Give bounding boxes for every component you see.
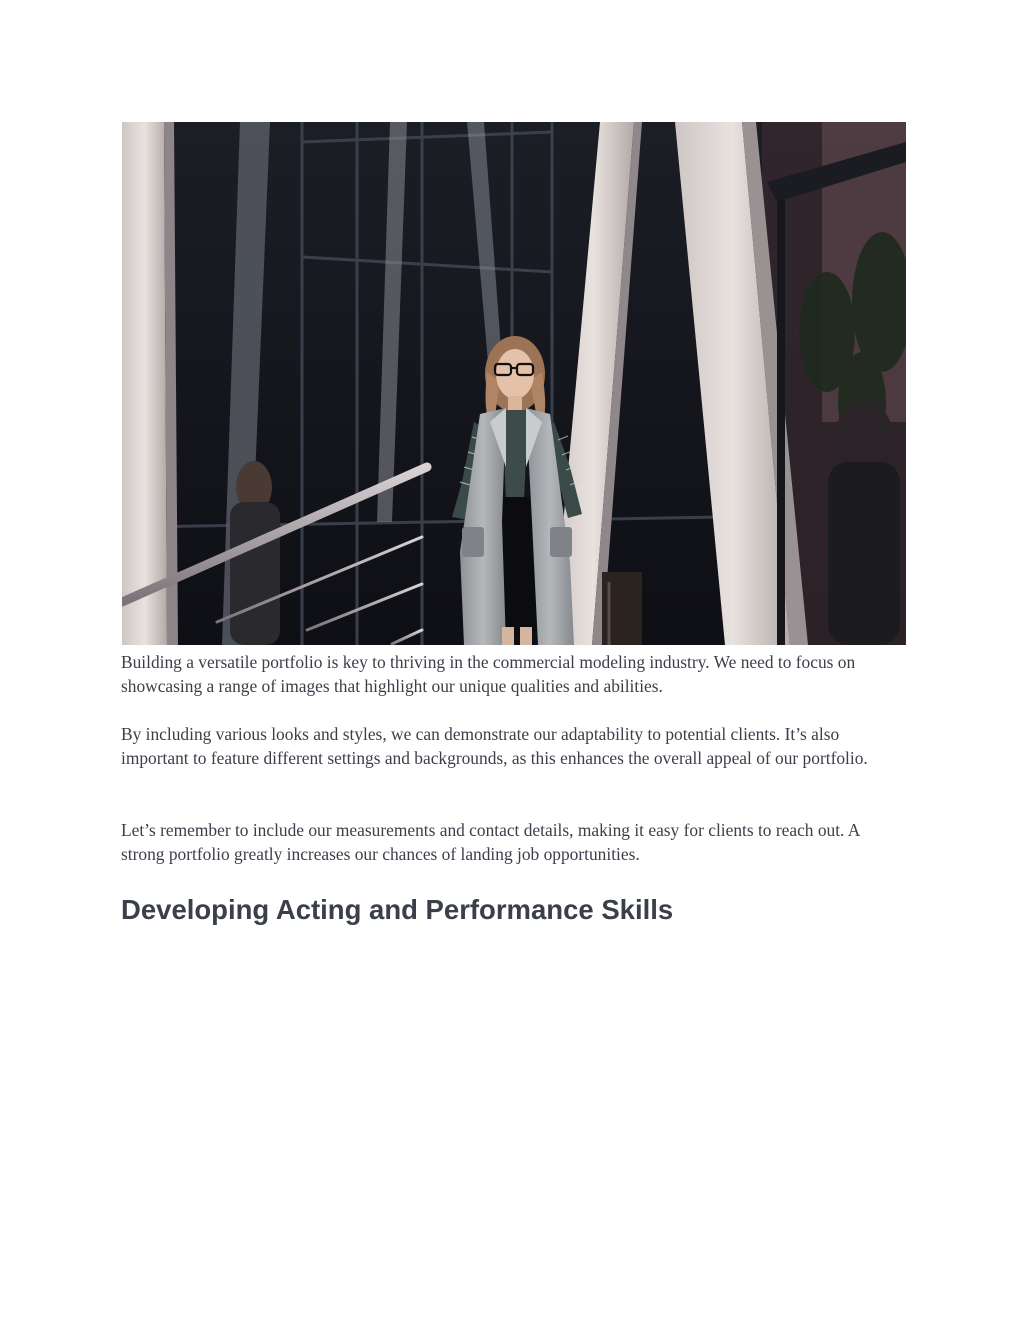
paragraph-looks-and-styles: By including various looks and styles, we can demonstrate our adaptability to potential clients. It’s also important to feature different settings and backgrounds, as this enhances the overall appeal of our portfolio.	[121, 724, 868, 768]
paragraph-measurements-contact: Let’s remember to include our measurements and contact details, making it easy for clients to reach out. A strong portfolio greatly increases our chances of landing job opportunities.	[121, 820, 860, 864]
section-heading: Developing Acting and Performance Skills	[121, 894, 674, 925]
hero-photo-woman-in-grey-coat-near-glass-building	[122, 122, 906, 645]
paragraph-portfolio-intro: Building a versatile portfolio is key to thriving in the commercial modeling industry. We need to focus on showcasing a range of images that highlight our unique qualities and abilities.	[121, 652, 856, 696]
hero-photo-illustration	[122, 122, 906, 645]
